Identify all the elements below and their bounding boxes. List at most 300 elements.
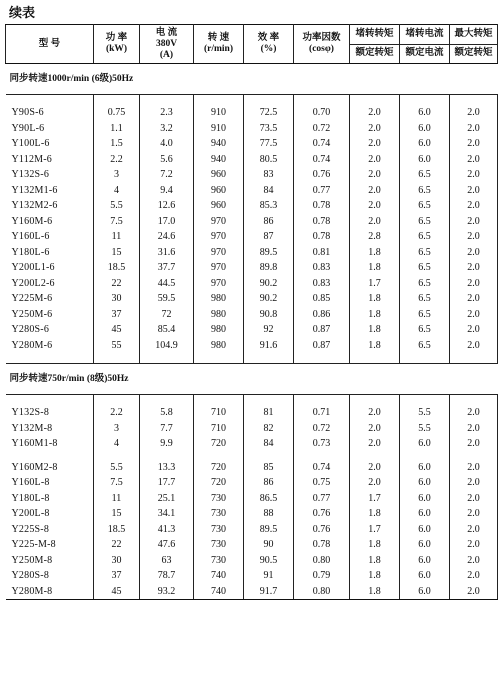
cell-power: 15	[94, 245, 140, 261]
cell-stall-torque-ratio: 1.8	[350, 568, 400, 584]
cell-speed: 940	[194, 136, 244, 152]
cell-power: 22	[94, 276, 140, 292]
cell-power-factor: 0.87	[294, 338, 350, 354]
cell-power-factor: 0.75	[294, 475, 350, 491]
cell-max-torque-ratio: 2.0	[450, 121, 498, 137]
cell-efficiency: 83	[244, 167, 294, 183]
cell-max-torque-ratio: 2.0	[450, 291, 498, 307]
cell-max-torque-ratio: 2.0	[450, 506, 498, 522]
cell-efficiency: 90.5	[244, 553, 294, 569]
cell-power: 37	[94, 568, 140, 584]
cell-power: 3	[94, 421, 140, 437]
cell-current: 5.8	[140, 405, 194, 421]
cell-efficiency: 73.5	[244, 121, 294, 137]
cell-stall-torque-ratio: 2.0	[350, 421, 400, 437]
cell-efficiency: 90.2	[244, 291, 294, 307]
section-header-row	[6, 364, 498, 395]
cell-model: Y200L-8	[11, 508, 50, 520]
spacer-row	[6, 95, 498, 106]
cell-stall-current-ratio: 6.0	[400, 522, 450, 538]
cell-power: 55	[94, 338, 140, 354]
cell-stall-torque-ratio: 2.8	[350, 229, 400, 245]
table-row	[6, 198, 498, 214]
cell-model: Y280S-8	[11, 570, 50, 582]
cell-model: Y132M2-6	[11, 200, 58, 212]
cell-stall-torque-ratio: 2.0	[350, 152, 400, 168]
cell-power-factor: 0.74	[294, 152, 350, 168]
cell-stall-torque-ratio: 1.8	[350, 506, 400, 522]
cell-power-factor: 0.76	[294, 506, 350, 522]
cell-current: 59.5	[140, 291, 194, 307]
cell-current: 24.6	[140, 229, 194, 245]
table-row	[6, 460, 498, 476]
table-row	[6, 475, 498, 491]
cell-stall-torque-ratio: 1.7	[350, 522, 400, 538]
cell-current: 37.7	[140, 260, 194, 276]
cell-stall-current-ratio: 6.5	[400, 322, 450, 338]
cell-current: 78.7	[140, 568, 194, 584]
cell-efficiency: 91.6	[244, 338, 294, 354]
header-power-factor: 功率因数 (cosφ)	[294, 25, 350, 64]
cell-model: Y225S-8	[11, 523, 50, 535]
cell-stall-torque-ratio: 1.8	[350, 584, 400, 600]
cell-stall-current-ratio: 6.5	[400, 245, 450, 261]
table-row	[6, 421, 498, 437]
cell-model: Y180L-8	[11, 492, 50, 504]
cell-max-torque-ratio: 2.0	[450, 276, 498, 292]
cell-current: 47.6	[140, 537, 194, 553]
table-body	[6, 64, 498, 600]
cell-power-factor: 0.74	[294, 460, 350, 476]
cell-power: 11	[94, 491, 140, 507]
cell-model: Y160M-6	[11, 215, 53, 227]
cell-max-torque-ratio: 2.0	[450, 491, 498, 507]
cell-model: Y160L-6	[11, 231, 50, 243]
cell-speed: 940	[194, 152, 244, 168]
cell-power-factor: 0.77	[294, 183, 350, 199]
table-row	[6, 436, 498, 452]
cell-efficiency: 82	[244, 421, 294, 437]
cell-current: 25.1	[140, 491, 194, 507]
cell-max-torque-ratio: 2.0	[450, 553, 498, 569]
cell-power-factor: 0.74	[294, 136, 350, 152]
cell-power: 18.5	[94, 522, 140, 538]
cell-power: 45	[94, 322, 140, 338]
cell-efficiency: 90.8	[244, 307, 294, 323]
cell-speed: 720	[194, 436, 244, 452]
cell-stall-current-ratio: 6.0	[400, 506, 450, 522]
cell-max-torque-ratio: 2.0	[450, 475, 498, 491]
cell-power-factor: 0.80	[294, 584, 350, 600]
cell-current: 93.2	[140, 584, 194, 600]
cell-stall-current-ratio: 6.0	[400, 475, 450, 491]
cell-stall-current-ratio: 6.0	[400, 105, 450, 121]
cell-efficiency: 84	[244, 436, 294, 452]
cell-efficiency: 80.5	[244, 152, 294, 168]
cell-stall-current-ratio: 6.0	[400, 584, 450, 600]
table-row	[6, 522, 498, 538]
cell-stall-torque-ratio: 1.7	[350, 491, 400, 507]
cell-power: 11	[94, 229, 140, 245]
cell-max-torque-ratio: 2.0	[450, 183, 498, 199]
cell-speed: 730	[194, 522, 244, 538]
cell-speed: 980	[194, 291, 244, 307]
cell-model: Y280M-8	[6, 584, 94, 600]
cell-current: 17.0	[140, 214, 194, 230]
cell-stall-current-ratio: 6.5	[400, 229, 450, 245]
cell-max-torque-ratio: 2.0	[450, 307, 498, 323]
cell-speed: 730	[194, 506, 244, 522]
table-row	[6, 260, 498, 276]
table-row	[6, 338, 498, 354]
table-row	[6, 584, 498, 600]
cell-power-factor: 0.81	[294, 245, 350, 261]
cell-stall-torque-ratio: 2.0	[350, 214, 400, 230]
cell-power: 5.5	[94, 198, 140, 214]
cell-current: 34.1	[140, 506, 194, 522]
table-row	[6, 553, 498, 569]
cell-current: 44.5	[140, 276, 194, 292]
cell-efficiency: 90.2	[244, 276, 294, 292]
cell-power: 1.1	[94, 121, 140, 137]
cell-power-factor: 0.78	[294, 537, 350, 553]
cell-model: Y280S-6	[11, 324, 50, 336]
cell-stall-current-ratio: 5.5	[400, 421, 450, 437]
cell-stall-current-ratio: 6.0	[400, 491, 450, 507]
cell-power-factor: 0.78	[294, 198, 350, 214]
cell-stall-current-ratio: 6.0	[400, 537, 450, 553]
header-rated-torque: 额定转矩	[350, 44, 400, 64]
cell-power-factor: 0.72	[294, 421, 350, 437]
cell-max-torque-ratio: 2.0	[450, 152, 498, 168]
cell-speed: 970	[194, 276, 244, 292]
header-efficiency: 效 率 (%)	[244, 25, 294, 64]
cell-current: 2.3	[140, 105, 194, 121]
cell-model: Y160M1-8	[11, 438, 58, 450]
cell-stall-current-ratio: 6.5	[400, 307, 450, 323]
table-row	[6, 537, 498, 553]
cell-model: Y132S-6	[11, 169, 50, 181]
cell-current: 63	[140, 553, 194, 569]
cell-speed: 980	[194, 338, 244, 354]
cell-stall-current-ratio: 6.5	[400, 338, 450, 354]
cell-efficiency: 84	[244, 183, 294, 199]
cell-speed: 710	[194, 421, 244, 437]
header-model: 型 号	[6, 25, 94, 64]
cell-stall-torque-ratio: 1.8	[350, 322, 400, 338]
cell-power-factor: 0.76	[294, 167, 350, 183]
cell-model: Y250M-6	[11, 308, 53, 320]
cell-power: 37	[94, 307, 140, 323]
cell-speed: 960	[194, 198, 244, 214]
table-row	[6, 245, 498, 261]
cell-stall-current-ratio: 6.5	[400, 260, 450, 276]
cell-stall-torque-ratio: 1.8	[350, 338, 400, 354]
cell-power-factor: 0.80	[294, 553, 350, 569]
cell-stall-torque-ratio: 1.8	[350, 307, 400, 323]
cell-power: 4	[94, 436, 140, 452]
cell-efficiency: 88	[244, 506, 294, 522]
cell-speed: 710	[194, 405, 244, 421]
cell-stall-current-ratio: 6.5	[400, 167, 450, 183]
cell-speed: 970	[194, 229, 244, 245]
cell-stall-torque-ratio: 1.7	[350, 276, 400, 292]
cell-power-factor: 0.72	[294, 121, 350, 137]
cell-efficiency: 91	[244, 568, 294, 584]
cell-efficiency: 89.8	[244, 260, 294, 276]
cell-max-torque-ratio: 2.0	[450, 584, 498, 600]
cell-stall-current-ratio: 6.5	[400, 276, 450, 292]
header-rated-current: 额定电流	[400, 44, 450, 64]
cell-current: 5.6	[140, 152, 194, 168]
cell-efficiency: 89.5	[244, 245, 294, 261]
cell-max-torque-ratio: 2.0	[450, 245, 498, 261]
section-title: 同步转速1000r/min (6级)50Hz	[6, 64, 498, 95]
cell-speed: 740	[194, 584, 244, 600]
cell-efficiency: 81	[244, 405, 294, 421]
cell-power: 7.5	[94, 475, 140, 491]
table-row	[6, 136, 498, 152]
cell-speed: 910	[194, 105, 244, 121]
cell-power: 0.75	[94, 105, 140, 121]
cell-current: 3.2	[140, 121, 194, 137]
cell-stall-torque-ratio: 2.0	[350, 167, 400, 183]
cell-power: 30	[94, 553, 140, 569]
cell-efficiency: 85	[244, 460, 294, 476]
cell-power: 30	[94, 291, 140, 307]
cell-stall-current-ratio: 6.5	[400, 198, 450, 214]
header-stall-torque: 堵转转矩	[350, 25, 400, 45]
table-row	[6, 276, 498, 292]
cell-max-torque-ratio: 2.0	[450, 322, 498, 338]
cell-stall-current-ratio: 6.0	[400, 136, 450, 152]
cell-speed: 740	[194, 568, 244, 584]
cell-model: Y250M-8	[11, 554, 53, 566]
cell-current: 7.7	[140, 421, 194, 437]
cell-power-factor: 0.86	[294, 307, 350, 323]
spacer-row	[6, 353, 498, 364]
cell-model: Y132M-8	[11, 422, 53, 434]
cell-model: Y200L1-6	[11, 262, 55, 274]
cell-efficiency: 87	[244, 229, 294, 245]
cell-speed: 960	[194, 183, 244, 199]
header-speed: 转 速 (r/min)	[194, 25, 244, 64]
cell-power-factor: 0.79	[294, 568, 350, 584]
cell-power-factor: 0.83	[294, 260, 350, 276]
table-row	[6, 167, 498, 183]
cell-stall-torque-ratio: 2.0	[350, 105, 400, 121]
cell-efficiency: 92	[244, 322, 294, 338]
cell-efficiency: 90	[244, 537, 294, 553]
cell-current: 9.9	[140, 436, 194, 452]
cell-max-torque-ratio: 2.0	[450, 436, 498, 452]
cell-current: 72	[140, 307, 194, 323]
cell-power-factor: 0.73	[294, 436, 350, 452]
cell-power-factor: 0.85	[294, 291, 350, 307]
cell-power-factor: 0.78	[294, 214, 350, 230]
cell-max-torque-ratio: 2.0	[450, 522, 498, 538]
cell-current: 12.6	[140, 198, 194, 214]
cell-speed: 970	[194, 245, 244, 261]
cell-efficiency: 86	[244, 475, 294, 491]
cell-efficiency: 86.5	[244, 491, 294, 507]
cell-efficiency: 85.3	[244, 198, 294, 214]
cell-power-factor: 0.71	[294, 405, 350, 421]
cell-speed: 730	[194, 491, 244, 507]
cell-max-torque-ratio: 2.0	[450, 338, 498, 354]
table-row	[6, 291, 498, 307]
cell-stall-torque-ratio: 1.8	[350, 260, 400, 276]
cell-power-factor: 0.78	[294, 229, 350, 245]
cell-stall-current-ratio: 6.0	[400, 121, 450, 137]
cell-power: 15	[94, 506, 140, 522]
cell-speed: 970	[194, 260, 244, 276]
table-row	[6, 121, 498, 137]
cell-stall-torque-ratio: 2.0	[350, 436, 400, 452]
cell-current: 104.9	[140, 338, 194, 354]
table-row	[6, 152, 498, 168]
cell-model: Y100L-6	[11, 138, 50, 150]
table-caption: 续表	[9, 6, 36, 21]
cell-speed: 980	[194, 307, 244, 323]
table-row	[6, 183, 498, 199]
cell-speed: 960	[194, 167, 244, 183]
header-power: 功 率 (kW)	[94, 25, 140, 64]
cell-model: Y112M-6	[11, 153, 52, 165]
cell-stall-current-ratio: 6.5	[400, 214, 450, 230]
cell-max-torque-ratio: 2.0	[450, 198, 498, 214]
cell-power: 3	[94, 167, 140, 183]
cell-model: Y180L-6	[11, 246, 50, 258]
cell-model: Y225-M-8	[11, 539, 56, 551]
cell-speed: 910	[194, 121, 244, 137]
cell-model: Y200L2-6	[11, 277, 55, 289]
cell-model: Y225M-6	[11, 293, 53, 305]
cell-stall-torque-ratio: 2.0	[350, 405, 400, 421]
cell-power: 45	[94, 584, 140, 600]
cell-stall-torque-ratio: 1.8	[350, 291, 400, 307]
cell-stall-current-ratio: 6.0	[400, 553, 450, 569]
cell-efficiency: 86	[244, 214, 294, 230]
cell-max-torque-ratio: 2.0	[450, 167, 498, 183]
cell-power-factor: 0.87	[294, 322, 350, 338]
cell-power-factor: 0.70	[294, 105, 350, 121]
cell-current: 4.0	[140, 136, 194, 152]
cell-current: 17.7	[140, 475, 194, 491]
cell-power: 4	[94, 183, 140, 199]
cell-stall-torque-ratio: 2.0	[350, 183, 400, 199]
table-row	[6, 105, 498, 121]
cell-speed: 720	[194, 460, 244, 476]
table-row	[6, 307, 498, 323]
cell-power-factor: 0.77	[294, 491, 350, 507]
cell-efficiency: 89.5	[244, 522, 294, 538]
cell-max-torque-ratio: 2.0	[450, 405, 498, 421]
cell-max-torque-ratio: 2.0	[450, 460, 498, 476]
cell-max-torque-ratio: 2.0	[450, 260, 498, 276]
cell-model: Y90S-6	[11, 107, 44, 119]
cell-power-factor: 0.83	[294, 276, 350, 292]
cell-current: 41.3	[140, 522, 194, 538]
cell-max-torque-ratio: 2.0	[450, 421, 498, 437]
cell-model: Y132M1-6	[11, 184, 58, 196]
cell-stall-torque-ratio: 2.0	[350, 198, 400, 214]
header-stall-current: 堵转电流	[400, 25, 450, 45]
header-max-torque: 最大转矩	[450, 25, 498, 45]
table-row	[6, 229, 498, 245]
spacer-row	[6, 452, 498, 460]
cell-speed: 730	[194, 537, 244, 553]
cell-power: 18.5	[94, 260, 140, 276]
cell-speed: 980	[194, 322, 244, 338]
cell-power-factor: 0.76	[294, 522, 350, 538]
cell-power: 1.5	[94, 136, 140, 152]
cell-power: 2.2	[94, 405, 140, 421]
table-row	[6, 405, 498, 421]
cell-model: Y160L-8	[11, 477, 50, 489]
spacer-row	[6, 395, 498, 406]
cell-model: Y132S-8	[11, 407, 50, 419]
cell-current: 13.3	[140, 460, 194, 476]
cell-power: 22	[94, 537, 140, 553]
cell-max-torque-ratio: 2.0	[450, 568, 498, 584]
cell-current: 85.4	[140, 322, 194, 338]
section-title: 同步转速750r/min (8级)50Hz	[6, 364, 498, 395]
cell-stall-torque-ratio: 2.0	[350, 136, 400, 152]
cell-speed: 720	[194, 475, 244, 491]
cell-max-torque-ratio: 2.0	[450, 214, 498, 230]
cell-power: 7.5	[94, 214, 140, 230]
cell-speed: 970	[194, 214, 244, 230]
cell-stall-current-ratio: 6.0	[400, 152, 450, 168]
table-row	[6, 568, 498, 584]
cell-stall-torque-ratio: 2.0	[350, 460, 400, 476]
section-header-row	[6, 64, 498, 95]
cell-stall-torque-ratio: 2.0	[350, 121, 400, 137]
table-row	[6, 506, 498, 522]
cell-current: 7.2	[140, 167, 194, 183]
cell-current: 31.6	[140, 245, 194, 261]
cell-stall-current-ratio: 6.0	[400, 460, 450, 476]
cell-stall-current-ratio: 5.5	[400, 405, 450, 421]
cell-model: Y160M2-8	[11, 461, 58, 473]
cell-efficiency: 77.5	[244, 136, 294, 152]
cell-model: Y280M-6	[11, 339, 53, 351]
cell-model: Y90L-6	[11, 122, 45, 134]
cell-stall-torque-ratio: 1.8	[350, 245, 400, 261]
cell-max-torque-ratio: 2.0	[450, 229, 498, 245]
cell-stall-torque-ratio: 1.8	[350, 537, 400, 553]
cell-stall-current-ratio: 6.5	[400, 291, 450, 307]
table-row	[6, 322, 498, 338]
cell-efficiency: 72.5	[244, 105, 294, 121]
cell-power: 2.2	[94, 152, 140, 168]
cell-power: 5.5	[94, 460, 140, 476]
cell-current: 9.4	[140, 183, 194, 199]
cell-speed: 730	[194, 553, 244, 569]
cell-max-torque-ratio: 2.0	[450, 537, 498, 553]
table-row	[6, 491, 498, 507]
header-current: 电 流 380V (A)	[140, 25, 194, 64]
cell-stall-current-ratio: 6.0	[400, 568, 450, 584]
cell-efficiency: 91.7	[244, 584, 294, 600]
cell-max-torque-ratio: 2.0	[450, 136, 498, 152]
motor-spec-table	[5, 24, 498, 600]
cell-stall-torque-ratio: 1.8	[350, 553, 400, 569]
cell-stall-current-ratio: 6.5	[400, 183, 450, 199]
cell-stall-torque-ratio: 2.0	[350, 475, 400, 491]
cell-max-torque-ratio: 2.0	[450, 105, 498, 121]
